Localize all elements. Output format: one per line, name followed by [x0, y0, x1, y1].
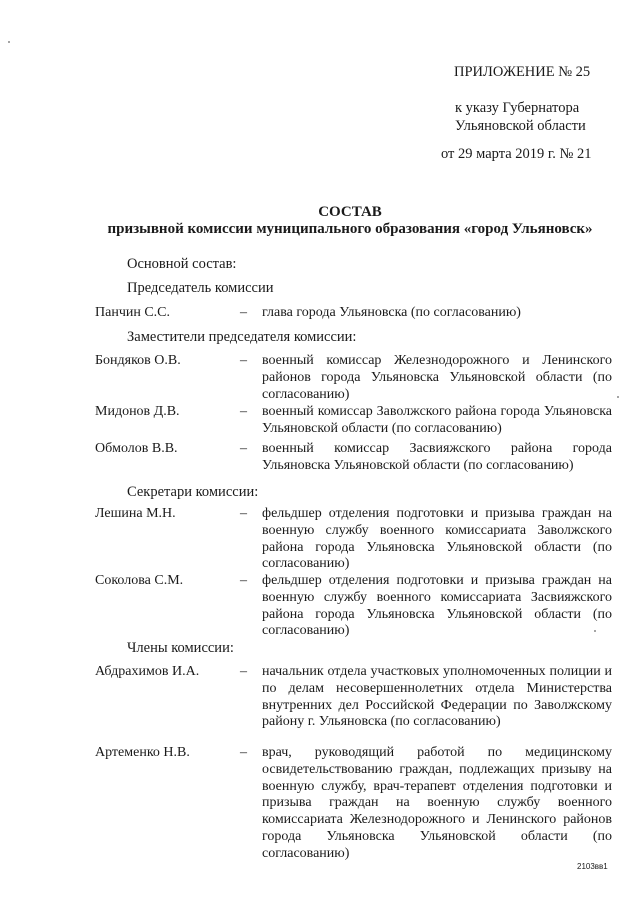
scan-speck [617, 396, 619, 398]
person-name: Абдрахимов И.А. [95, 664, 200, 679]
person-description: военный комиссар Заволжского района города Ульяновска Ульяновской области (по согласованию) [262, 404, 612, 436]
person-name: Панчин С.С. [95, 305, 171, 320]
scan-speck [8, 41, 10, 43]
document-code: 2103вв1 [577, 862, 608, 871]
person-name: Лешина М.Н. [95, 506, 176, 521]
appendix-label: ПРИЛОЖЕНИЕ № 25 [454, 64, 591, 80]
person-description: глава города Ульяновска (по согласованию) [262, 305, 521, 320]
person-description: фельдшер отделения подготовки и призыва граждан на военную службу военного комиссариата Заволжского района города Ульяновска Ульяновской области (по согласованию) [262, 506, 612, 572]
separator-dash: – [240, 441, 247, 456]
section-deputies: Заместители председателя комиссии: [127, 329, 357, 345]
decree-line-1: к указу Губернатора [455, 100, 580, 116]
document-title: СОСТАВ [318, 204, 382, 220]
person-description: начальник отдела участковых уполномоченных полиции и по делам несовершеннолетних отдела Министерства внутренних дел Российской Федерации по Заволжскому району г. Ульяновска (по согласованию) [262, 664, 612, 730]
person-name: Артеменко Н.В. [95, 745, 190, 760]
person-name: Бондяков О.В. [95, 353, 181, 368]
decree-line-2: Ульяновской области [455, 118, 586, 134]
separator-dash: – [240, 745, 247, 760]
person-description: военный комиссар Железнодорожного и Ленинского районов города Ульяновска Ульяновской области (по согласованию) [262, 353, 612, 402]
document-subtitle: призывной комиссии муниципального образования «город Ульяновск» [107, 221, 593, 237]
decree-date: от 29 марта 2019 г. № 21 [441, 146, 592, 162]
person-description: фельдшер отделения подготовки и призыва граждан на военную службу военного комиссариата Засвияжского района города Ульяновска Ульяновской области (по согласованию) [262, 573, 612, 639]
section-members: Члены комиссии: [127, 640, 234, 656]
section-chairman: Председатель комиссии [127, 280, 274, 296]
separator-dash: – [240, 664, 247, 679]
person-description: врач, руководящий работой по медицинскому освидетельствованию граждан, подлежащих призыву на военную службу, врач-терапевт отделения подготовки и призыва граждан на военную службу военного комиссариата Железнодорожного и Ленинского районов города Ульяновска Ульяновской области (по согласованию) [262, 745, 612, 861]
section-main-composition: Основной состав: [127, 256, 237, 272]
person-description: военный комиссар Засвияжского района города Ульяновска Ульяновской области (по согласованию) [262, 441, 612, 473]
separator-dash: – [240, 353, 247, 368]
person-name: Мидонов Д.В. [95, 404, 180, 419]
scan-speck [594, 630, 596, 632]
separator-dash: – [240, 506, 247, 521]
separator-dash: – [240, 305, 247, 320]
separator-dash: – [240, 573, 247, 588]
section-secretaries: Секретари комиссии: [127, 484, 259, 500]
person-name: Соколова С.М. [95, 573, 184, 588]
person-name: Обмолов В.В. [95, 441, 178, 456]
separator-dash: – [240, 404, 247, 419]
